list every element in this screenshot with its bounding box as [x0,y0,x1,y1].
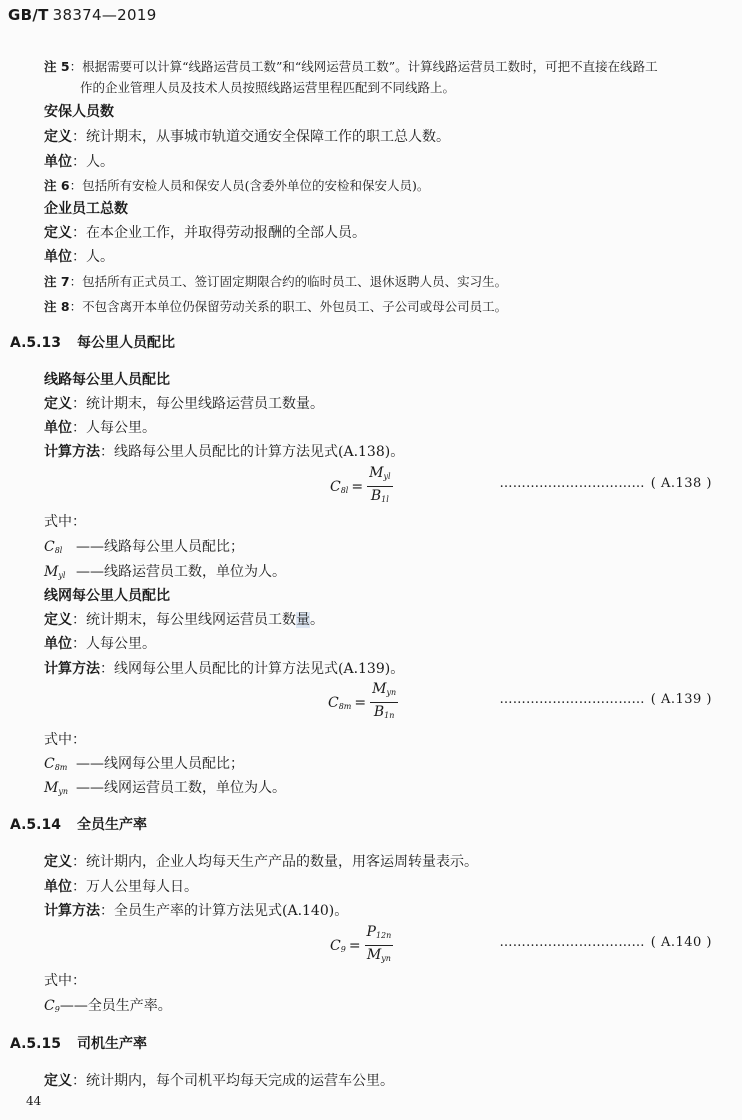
def-label: 定义 [44,225,72,241]
section-heading [10,1033,147,1053]
calc-text: ：线路每公里人员配比的计算方法见式(A.138)。 [100,444,405,460]
section-number: A.5.15 [10,1036,61,1052]
unit-label: 单位 [44,249,72,265]
term-title: 线路每公里人员配比 [44,372,170,388]
calc-method [44,658,404,678]
unit [44,876,198,896]
note-text: ：包括所有安检人员和保安人员(含委外单位的安检和保安人员)。 [69,178,430,193]
note-label: 注 5 [44,59,70,74]
symbol: $C_{8l}$ [44,539,63,555]
def-text: ：统计期末，每公里线网运营员工数 [72,612,296,628]
formula-a138 [330,465,393,508]
unit-label: 单位 [44,636,72,652]
formula-lhs: $C_9$ [330,937,346,954]
symbol: $M_{yl}$ [44,564,66,580]
symbol: $M_{yn}$ [44,780,69,796]
highlighted-text: 量 [296,612,310,628]
calc-label: 计算方法 [44,444,100,460]
standard-number: 38374—2019 [52,6,157,24]
page-number: 44 [26,1094,42,1108]
numerator: $M_{yl}$ [367,465,392,487]
equals-sign: = [354,694,367,711]
def-label: 定义 [44,854,72,870]
note-text: ：不包含离开本单位仍保留劳动关系的职工、外包员工、子公司或母公司员工。 [69,299,508,314]
def-end: 。 [310,612,324,628]
formula-a140 [330,924,393,967]
unit-text: ：人每公里。 [72,420,156,436]
symbol-text: ——线路每公里人员配比； [76,539,244,555]
equation-number: …………………………… ( A.140 ) [499,935,712,950]
denominator: $B_{1n}$ [373,704,395,720]
unit-text: ：人每公里。 [72,636,156,652]
def-label: 定义 [44,1073,72,1089]
definition [44,1070,394,1090]
def-text: ：在本企业工作，并取得劳动报酬的全部人员。 [72,225,366,241]
symbol-def [44,753,244,773]
symbol-def [44,536,244,556]
section-number: A.5.14 [10,817,61,833]
symbol-text: ——线网每公里人员配比； [76,756,244,772]
term-title: 企业员工总数 [44,201,128,217]
note-8 [44,297,507,315]
unit-text: ：万人公里每人日。 [72,879,198,895]
unit-text: ：人。 [72,249,114,265]
def-text: ：统计期末，从事城市轨道交通安全保障工作的职工总人数。 [72,129,450,145]
def-text: ：统计期末，每公里线路运营员工数量。 [72,396,324,412]
definition [44,222,366,242]
calc-label: 计算方法 [44,661,100,677]
where-label: 式中： [44,973,86,989]
unit-label: 单位 [44,879,72,895]
def-label: 定义 [44,612,72,628]
symbol: $C_{8m}$ [44,756,68,772]
definition [44,126,450,146]
section-heading [10,332,175,352]
where-label: 式中： [44,732,86,748]
note-label: 注 7 [44,274,70,289]
definition [44,609,324,629]
note-7 [44,272,507,290]
symbol: $C_9$ [44,998,60,1014]
section-title: 每公里人员配比 [76,335,175,351]
fraction [370,681,398,724]
numerator: $P_{12n}$ [365,924,394,946]
unit-text: ：人。 [72,154,114,170]
symbol-def [44,561,286,581]
calc-method [44,441,404,461]
def-label: 定义 [44,129,72,145]
note-5 [44,57,658,75]
symbol-def [44,995,172,1015]
equals-sign: = [348,937,361,954]
equation-number: …………………………… ( A.138 ) [499,476,712,491]
calc-method [44,900,348,920]
calc-text: ：全员生产率的计算方法见式(A.140)。 [100,903,349,919]
unit [44,417,156,437]
section-title: 司机生产率 [76,1036,147,1052]
def-text: ：统计期内，每个司机平均每天完成的运营车公里。 [72,1073,394,1089]
unit-label: 单位 [44,154,72,170]
calc-label: 计算方法 [44,903,100,919]
fraction [367,465,392,508]
section-number: A.5.13 [10,335,61,351]
note-6 [44,176,429,194]
def-label: 定义 [44,396,72,412]
def-text: ：统计期内，企业人均每天生产产品的数量，用客运周转量表示。 [72,854,478,870]
unit [44,151,114,171]
section-heading [10,814,147,834]
equals-sign: = [351,478,364,495]
symbol-text: ——线网运营员工数，单位为人。 [76,780,286,796]
formula-lhs: $C_{8l}$ [330,478,349,495]
note-5-cont: 作的企业管理人员及技术人员按照线路运营里程匹配到不同线路上。 [80,80,456,95]
formula-lhs: $C_{8m}$ [328,694,352,711]
equation-number: …………………………… ( A.139 ) [499,692,712,707]
unit-label: 单位 [44,420,72,436]
where-label: 式中： [44,514,86,530]
term-title: 安保人员数 [44,104,114,120]
calc-text: ：线网每公里人员配比的计算方法见式(A.139)。 [100,661,405,677]
symbol-text: ——全员生产率。 [59,998,172,1014]
note-label: 注 6 [44,178,70,193]
standard-header [8,6,157,24]
formula-a139 [328,681,398,724]
note-text: ：包括所有正式员工、签订固定期限合约的临时员工、退休返聘人员、实习生。 [69,274,508,289]
note-label: 注 8 [44,299,70,314]
denominator: $B_{1l}$ [370,488,389,504]
denominator: $M_{yn}$ [366,947,391,963]
symbol-text: ——线路运营员工数，单位为人。 [76,564,286,580]
definition [44,851,478,871]
section-title: 全员生产率 [76,817,147,833]
symbol-def [44,777,286,797]
unit [44,246,114,266]
numerator: $M_{yn}$ [370,681,398,703]
definition [44,393,324,413]
unit [44,633,156,653]
standard-code: GB/T [8,6,49,24]
term-title: 线网每公里人员配比 [44,588,170,604]
fraction [365,924,394,967]
note-text: ：根据需要可以计算“线路运营员工数”和“线网运营员工数”。计算线路运营员工数时，可把不直接在线路工 [69,59,658,74]
